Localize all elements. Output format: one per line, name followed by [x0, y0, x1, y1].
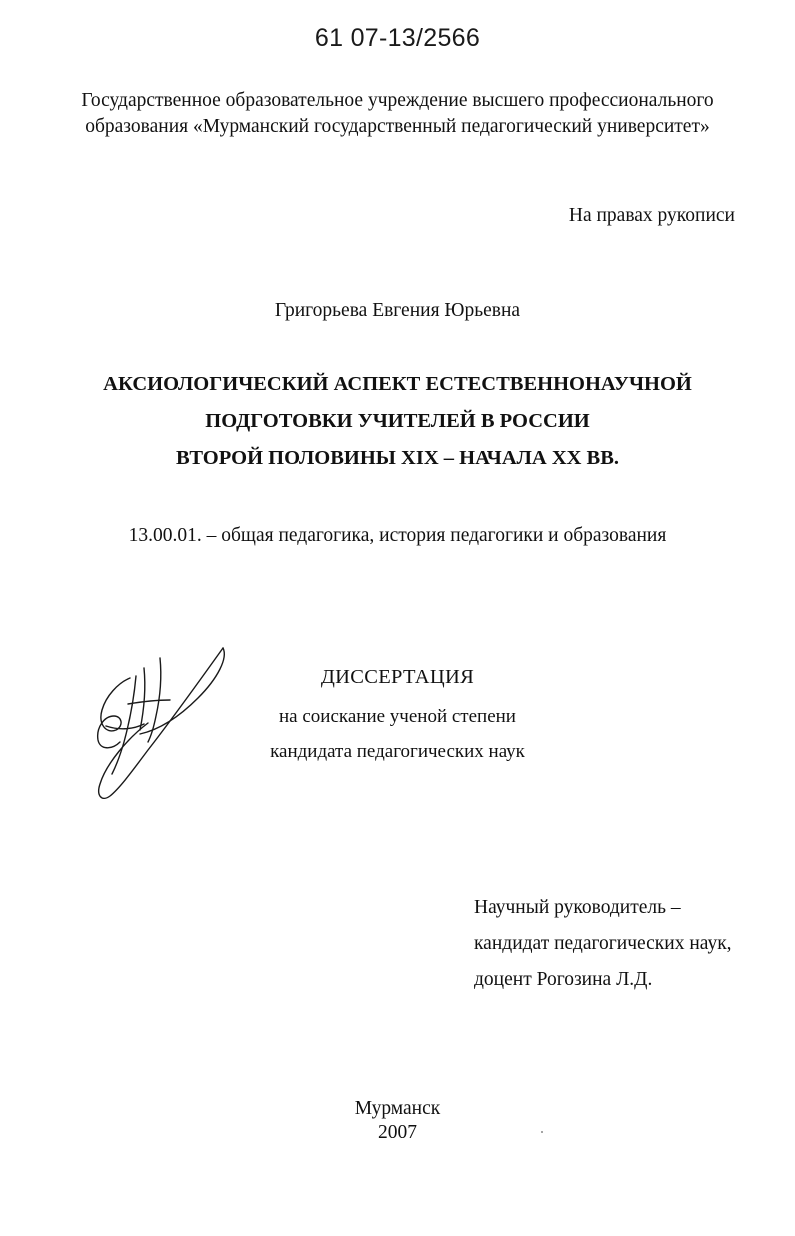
year: 2007 — [378, 1122, 417, 1143]
dissertation-type: ДИССЕРТАЦИЯ — [320, 666, 475, 688]
degree-line: на соискание ученой степени — [279, 706, 516, 727]
title-line-3: ВТОРОЙ ПОЛОВИНЫ XIX – НАЧАЛА XX ВВ. — [175, 447, 620, 469]
manuscript-rights: На правах рукописи — [568, 205, 735, 226]
title-line-2: ПОДГОТОВКИ УЧИТЕЛЕЙ В РОССИИ — [205, 410, 590, 432]
supervisor-name: доцент Рогозина Л.Д. — [474, 969, 653, 990]
city: Мурманск — [354, 1098, 441, 1119]
author-name: Григорьева Евгения Юрьевна — [274, 300, 521, 321]
institution-line-1: Государственное образовательное учреждение высшего профессионального — [81, 90, 714, 111]
scan-speck — [541, 1131, 543, 1133]
institution-name — [0, 88, 795, 140]
specialty-code: 13.00.01. – общая педагогика, история педагогики и образования — [128, 525, 667, 546]
dissertation-title — [0, 366, 795, 477]
institution-line-2: образования «Мурманский государственный педагогический университет» — [85, 116, 710, 137]
title-line-1: АКСИОЛОГИЧЕСКИЙ АСПЕКТ ЕСТЕСТВЕННОНАУЧНОЙ — [103, 373, 692, 395]
handwritten-signature — [78, 638, 238, 803]
degree-field-line: кандидата педагогических наук — [270, 741, 525, 762]
supervisor-role: Научный руководитель – — [474, 897, 681, 918]
supervisor-degree: кандидат педагогических наук, — [474, 933, 732, 954]
archive-code: 61 07-13/2566 — [314, 24, 481, 52]
